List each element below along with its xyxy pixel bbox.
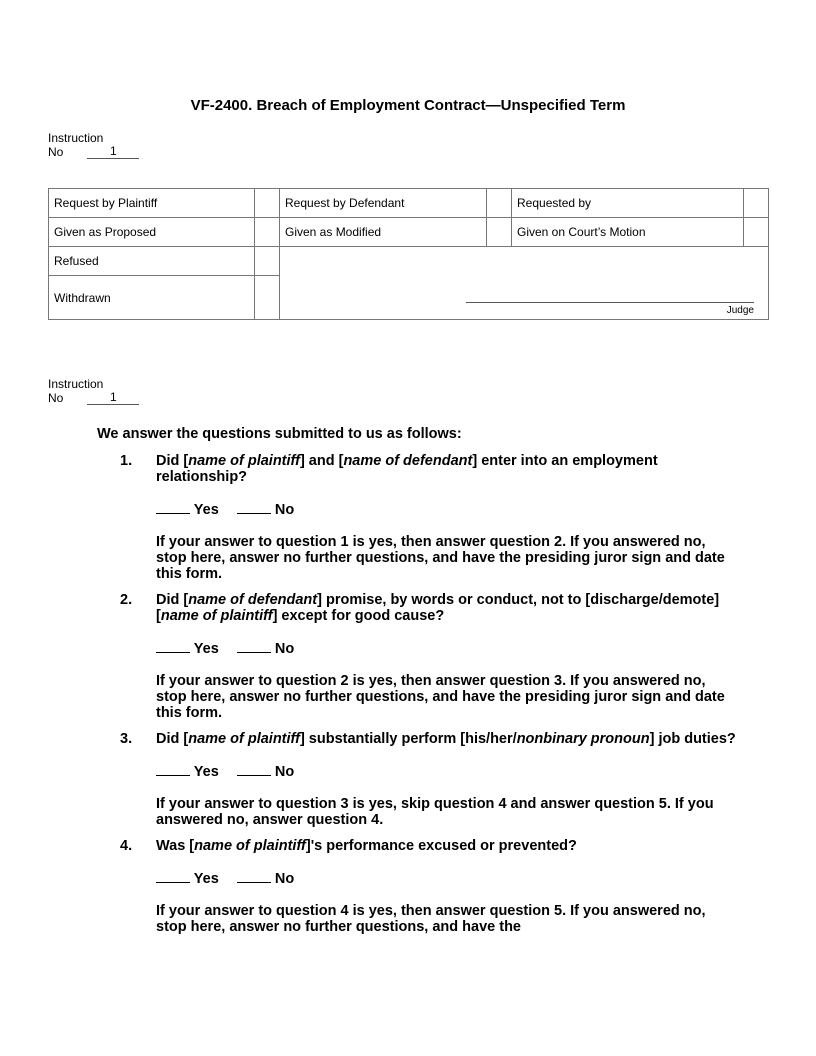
yes-blank[interactable] — [156, 870, 190, 883]
yes-label: Yes — [193, 871, 219, 887]
question-2 — [97, 592, 737, 721]
instruction-number-block — [48, 131, 139, 159]
yes-no-answer — [156, 501, 737, 518]
yes-blank[interactable] — [156, 501, 190, 514]
no-label: No — [274, 871, 295, 887]
request-by-plaintiff-checkbox[interactable] — [255, 189, 280, 218]
instruction-number: 1 — [87, 391, 139, 405]
no-blank[interactable] — [237, 763, 271, 776]
withdrawn-checkbox[interactable] — [255, 276, 280, 320]
given-on-courts-motion-label: Given on Court’s Motion — [512, 218, 744, 247]
judge-signature-area — [280, 247, 769, 320]
question-instruction: If your answer to question 2 is yes, then answer question 3. If you answered no, stop here, answer no further questions, and have the presiding juror sign and date this form. — [156, 673, 725, 721]
judge-signature-line[interactable] — [466, 302, 754, 303]
question-instruction: If your answer to question 3 is yes, skip question 4 and answer question 5. If you answered no, answer question 4. — [156, 796, 714, 828]
no-label: No — [274, 641, 295, 657]
no-blank[interactable] — [237, 640, 271, 653]
given-as-proposed-label: Given as Proposed — [49, 218, 255, 247]
question-1 — [97, 453, 737, 582]
given-on-courts-motion-checkbox[interactable] — [744, 218, 769, 247]
yes-label: Yes — [193, 764, 219, 780]
given-as-proposed-checkbox[interactable] — [255, 218, 280, 247]
no-blank[interactable] — [237, 870, 271, 883]
question-text: Did [name of plaintiff] substantially perform [his/her/nonbinary pronoun] job duties? — [156, 731, 736, 747]
verdict-intro: We answer the questions submitted to us as follows: — [97, 426, 462, 442]
refused-label: Refused — [49, 247, 255, 276]
request-by-defendant-checkbox[interactable] — [487, 189, 512, 218]
given-as-modified-checkbox[interactable] — [487, 218, 512, 247]
question-text: Did [name of plaintiff] and [name of defendant] enter into an employment relationship? — [156, 453, 658, 485]
verdict-form — [97, 426, 737, 945]
no-label: No — [274, 502, 295, 518]
judge-label: Judge — [726, 305, 754, 316]
question-text: Did [name of defendant] promise, by words or conduct, not to [discharge/demote] [name of plaintiff] except for good cause? — [156, 592, 720, 624]
question-number: 4. — [120, 838, 133, 854]
question-number: 1. — [120, 453, 133, 469]
yes-blank[interactable] — [156, 640, 190, 653]
question-number: 3. — [120, 731, 133, 747]
yes-label: Yes — [193, 502, 219, 518]
yes-no-answer — [156, 763, 737, 780]
document-title: VF-2400. Breach of Employment Contract—Unspecified Term — [190, 97, 626, 114]
no-blank[interactable] — [237, 501, 271, 514]
request-by-plaintiff-label: Request by Plaintiff — [49, 189, 255, 218]
question-4 — [97, 838, 737, 935]
question-text: Was [name of plaintiff]'s performance excused or prevented? — [156, 838, 577, 854]
given-as-modified-label: Given as Modified — [280, 218, 487, 247]
question-3 — [97, 731, 737, 828]
yes-label: Yes — [193, 641, 219, 657]
question-instruction: If your answer to question 1 is yes, then answer question 2. If you answered no, stop here, answer no further questions, and have the presiding juror sign and date this form. — [156, 534, 725, 582]
no-label: No — [274, 764, 295, 780]
yes-no-answer — [156, 870, 737, 887]
withdrawn-label: Withdrawn — [49, 276, 255, 320]
instruction-status-table — [48, 188, 769, 320]
request-by-defendant-label: Request by Defendant — [280, 189, 487, 218]
refused-checkbox[interactable] — [255, 247, 280, 276]
yes-no-answer — [156, 640, 737, 657]
requested-by-checkbox[interactable] — [744, 189, 769, 218]
no-label: No — [48, 145, 64, 159]
question-instruction: If your answer to question 4 is yes, then answer question 5. If you answered no, stop here, answer no further questions, and have the — [156, 903, 706, 935]
instruction-number: 1 — [87, 145, 139, 159]
question-number: 2. — [120, 592, 133, 608]
yes-blank[interactable] — [156, 763, 190, 776]
requested-by-label: Requested by — [512, 189, 744, 218]
no-label: No — [48, 391, 64, 405]
instruction-label: Instruction — [48, 377, 104, 391]
instruction-number-block-2 — [48, 377, 139, 405]
instruction-label: Instruction — [48, 131, 104, 145]
